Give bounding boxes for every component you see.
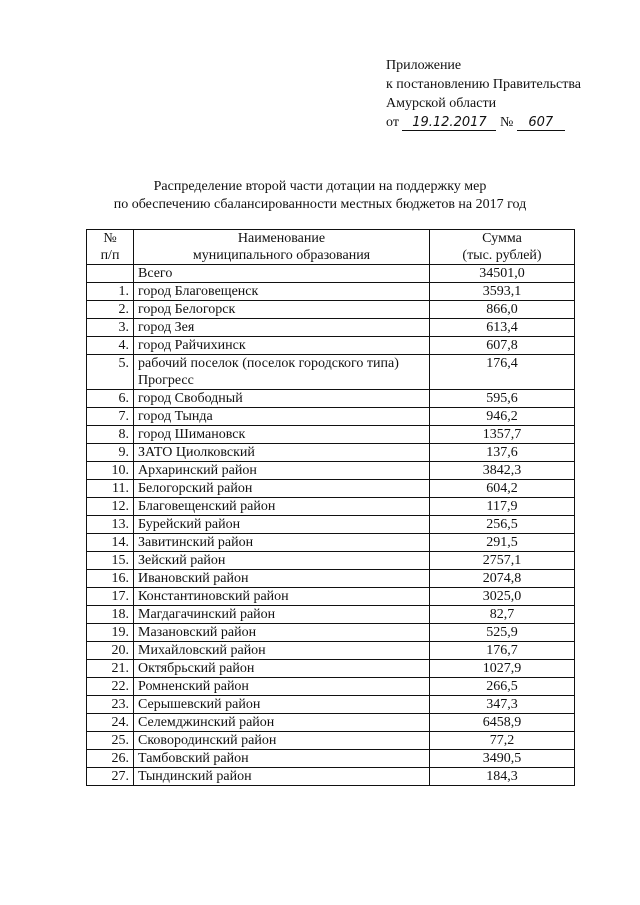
- row-sum: 6458,9: [430, 714, 575, 732]
- row-name: город Зея: [134, 319, 430, 337]
- total-row: [87, 265, 575, 283]
- row-name: Зейский район: [134, 552, 430, 570]
- table-row: [87, 588, 575, 606]
- distribution-table: [86, 229, 575, 786]
- row-sum: 1027,9: [430, 660, 575, 678]
- row-sum: 604,2: [430, 480, 575, 498]
- total-label: Всего: [134, 265, 430, 283]
- row-sum: 3593,1: [430, 283, 575, 301]
- appendix-line-1: Приложение: [386, 58, 462, 73]
- row-number: 8.: [87, 426, 134, 444]
- table-row: [87, 750, 575, 768]
- from-label: от: [386, 115, 399, 130]
- title-line-2: по обеспечению сбалансированности местных бюджетов на 2017 год: [113, 197, 527, 212]
- row-name: Тындинский район: [134, 768, 430, 786]
- row-sum: 117,9: [430, 498, 575, 516]
- row-name: город Белогорск: [134, 301, 430, 319]
- row-number: 20.: [87, 642, 134, 660]
- table-row: [87, 355, 575, 390]
- table-row: [87, 390, 575, 408]
- header-name: [134, 230, 430, 265]
- table-row: [87, 301, 575, 319]
- row-number: 27.: [87, 768, 134, 786]
- total-number-cell: [87, 265, 134, 283]
- row-name: Ромненский район: [134, 678, 430, 696]
- table-row: [87, 606, 575, 624]
- appendix-block: [386, 56, 581, 132]
- row-number: 12.: [87, 498, 134, 516]
- row-name: Селемджинский район: [134, 714, 430, 732]
- row-name: Сковородинский район: [134, 732, 430, 750]
- row-sum: 137,6: [430, 444, 575, 462]
- header-number-line-1: №: [103, 231, 117, 246]
- row-number: 17.: [87, 588, 134, 606]
- row-name: ЗАТО Циолковский: [134, 444, 430, 462]
- row-sum: 3842,3: [430, 462, 575, 480]
- row-sum: 607,8: [430, 337, 575, 355]
- row-sum: 176,4: [430, 355, 575, 390]
- document-title: [0, 178, 640, 214]
- row-sum: 1357,7: [430, 426, 575, 444]
- row-name: Тамбовский район: [134, 750, 430, 768]
- appendix-line-2: к постановлению Правительства: [386, 77, 582, 92]
- table-row: [87, 570, 575, 588]
- header-number-line-2: п/п: [100, 248, 120, 263]
- row-name: Магдагачинский район: [134, 606, 430, 624]
- row-sum: 946,2: [430, 408, 575, 426]
- row-number: 19.: [87, 624, 134, 642]
- row-sum: 176,7: [430, 642, 575, 660]
- row-number: 7.: [87, 408, 134, 426]
- row-sum: 2757,1: [430, 552, 575, 570]
- header-number: [87, 230, 134, 265]
- table-row: [87, 624, 575, 642]
- header-name-line-2: муниципального образования: [192, 248, 371, 263]
- row-number: 2.: [87, 301, 134, 319]
- handwritten-date: 19.12.2017: [402, 116, 496, 131]
- row-name: город Тында: [134, 408, 430, 426]
- row-number: 10.: [87, 462, 134, 480]
- row-sum: 184,3: [430, 768, 575, 786]
- row-number: 14.: [87, 534, 134, 552]
- table-row: [87, 552, 575, 570]
- table-row: [87, 642, 575, 660]
- table-row: [87, 337, 575, 355]
- row-number: 11.: [87, 480, 134, 498]
- row-number: 26.: [87, 750, 134, 768]
- row-name: Архаринский район: [134, 462, 430, 480]
- row-number: 22.: [87, 678, 134, 696]
- row-name: город Райчихинск: [134, 337, 430, 355]
- row-name: Белогорский район: [134, 480, 430, 498]
- row-sum: 866,0: [430, 301, 575, 319]
- row-name: Благовещенский район: [134, 498, 430, 516]
- table-row: [87, 444, 575, 462]
- row-name: Серышевский район: [134, 696, 430, 714]
- header-sum-line-1: Сумма: [482, 231, 522, 246]
- row-sum: 256,5: [430, 516, 575, 534]
- row-number: 21.: [87, 660, 134, 678]
- table-row: [87, 768, 575, 786]
- row-number: 18.: [87, 606, 134, 624]
- row-name: Октябрьский район: [134, 660, 430, 678]
- row-sum: 595,6: [430, 390, 575, 408]
- row-name: Михайловский район: [134, 642, 430, 660]
- table-row: [87, 480, 575, 498]
- row-number: 1.: [87, 283, 134, 301]
- row-number: 6.: [87, 390, 134, 408]
- row-sum: 3490,5: [430, 750, 575, 768]
- table-row: [87, 498, 575, 516]
- table-row: [87, 408, 575, 426]
- row-name: город Шимановск: [134, 426, 430, 444]
- row-sum: 347,3: [430, 696, 575, 714]
- row-name: Завитинский район: [134, 534, 430, 552]
- row-sum: 82,7: [430, 606, 575, 624]
- title-line-1: Распределение второй части дотации на поддержку мер: [153, 179, 487, 194]
- appendix-date-line: [386, 113, 581, 132]
- row-name: Ивановский район: [134, 570, 430, 588]
- table-header-row: [87, 230, 575, 265]
- row-number: 16.: [87, 570, 134, 588]
- row-sum: 77,2: [430, 732, 575, 750]
- header-name-line-1: Наименование: [237, 231, 326, 246]
- row-name: Константиновский район: [134, 588, 430, 606]
- table-row: [87, 426, 575, 444]
- table-row: [87, 678, 575, 696]
- total-sum: 34501,0: [430, 265, 575, 283]
- handwritten-number: 607: [517, 116, 565, 131]
- row-name: город Свободный: [134, 390, 430, 408]
- number-label: №: [499, 115, 514, 130]
- row-name: Бурейский район: [134, 516, 430, 534]
- table-row: [87, 732, 575, 750]
- row-name: Мазановский район: [134, 624, 430, 642]
- row-number: 4.: [87, 337, 134, 355]
- row-number: 15.: [87, 552, 134, 570]
- table-row: [87, 714, 575, 732]
- table-row: [87, 462, 575, 480]
- row-sum: 3025,0: [430, 588, 575, 606]
- row-number: 3.: [87, 319, 134, 337]
- table-row: [87, 696, 575, 714]
- table-row: [87, 660, 575, 678]
- appendix-line-3: Амурской области: [386, 96, 497, 111]
- table-row: [87, 516, 575, 534]
- row-sum: 2074,8: [430, 570, 575, 588]
- row-number: 24.: [87, 714, 134, 732]
- row-sum: 613,4: [430, 319, 575, 337]
- table-row: [87, 319, 575, 337]
- row-sum: 525,9: [430, 624, 575, 642]
- row-number: 13.: [87, 516, 134, 534]
- row-number: 25.: [87, 732, 134, 750]
- table-row: [87, 283, 575, 301]
- header-sum-line-2: (тыс. рублей): [462, 248, 542, 263]
- row-number: 5.: [87, 355, 134, 390]
- row-number: 23.: [87, 696, 134, 714]
- row-name: город Благовещенск: [134, 283, 430, 301]
- row-name: рабочий поселок (поселок городского типа) Прогресс: [134, 355, 430, 390]
- table-row: [87, 534, 575, 552]
- row-number: 9.: [87, 444, 134, 462]
- row-sum: 291,5: [430, 534, 575, 552]
- header-sum: [430, 230, 575, 265]
- row-sum: 266,5: [430, 678, 575, 696]
